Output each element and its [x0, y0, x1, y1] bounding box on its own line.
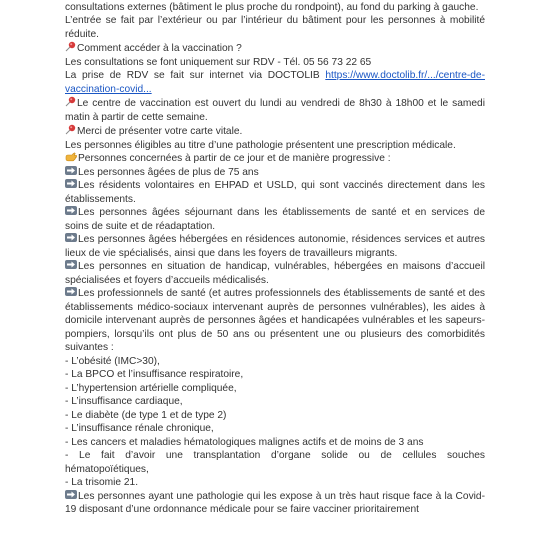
location-text: consultations externes (bâtiment le plus proche du rondpoint), au fond du parking à gauche.	[65, 1, 479, 13]
arrow-icon	[65, 166, 77, 175]
entry-text: L’entrée se fait par l’extérieur ou par l’intérieur du bâtiment pour les personnes à mobilité réduite.	[65, 15, 485, 40]
arrow-icon	[65, 179, 77, 188]
vitale-paragraph: Merci de présenter votre carte vitale.	[65, 124, 485, 139]
pointing-hand-icon	[65, 152, 77, 162]
high-risk-paragraph: Les personnes ayant une pathologie qui les expose à un très haut risque face à la Covid-19 disposant d’une ordonnance médicale pour se faire vacciner prioritairement	[65, 490, 485, 515]
rdv-text: Les consultations se font uniquement sur RDV - Tél. 05 56 73 22 65	[65, 56, 372, 68]
list-item: Les personnes âgées de plus de 75 ans	[65, 166, 485, 180]
pushpin-icon	[65, 96, 76, 107]
doctolib-link[interactable]: https://www.doctolib.fr/.../centre-de-vaccination-covid...	[65, 70, 485, 95]
doctolib-paragraph	[65, 69, 485, 96]
location-paragraph	[65, 0, 485, 14]
comorbidity-list	[65, 355, 485, 490]
comorbidity-item: - L’insuffisance rénale chronique,	[65, 423, 214, 434]
comorbidity-item: - La trisomie 21.	[65, 477, 139, 488]
arrow-icon	[65, 287, 77, 296]
comorbidity-item: - Le fait d’avoir une transplantation d’organe solide ou de cellules souches hématopoïétiques,	[65, 450, 485, 475]
list-item: Les professionnels de santé (et autres professionnels des établissements de santé et des établissements médico-sociaux intervenant auprès de personnes vulnérables), les aides à domicile intervenant auprès de personnes âgées et handicapées vulnérables et les sapeurs-pompiers, lorsqu’ils ont plus de 50 ans ou présentent une ou plusieurs des comorbidités suivantes :	[65, 288, 485, 353]
doctolib-prefix: La prise de RDV se fait sur internet via DOCTOLIB	[65, 70, 326, 81]
arrow-icon	[65, 206, 77, 215]
list-item: Les personnes âgées séjournant dans les établissements de santé et en services de soins de suite et de réadaptation.	[65, 207, 485, 232]
list-item: Les résidents volontaires en EHPAD et USLD, qui sont vaccinés directement dans les établissements.	[65, 180, 485, 205]
list-item: Les personnes en situation de handicap, vulnérables, hébergées en maisons d’accueil spécialisées et foyers d’accueils médicalisés.	[65, 261, 485, 286]
comorbidity-item: - La BPCO et l’insuffisance respiratoire,	[65, 369, 244, 380]
list-item: Les personnes âgées hébergées en résidences autonomie, résidences services et autres lieux de vie spécialisés, ainsi que dans les foyers de travailleurs migrants.	[65, 234, 485, 259]
comorbidity-item: - Les cancers et maladies hématologiques malignes actifs et de moins de 3 ans	[65, 436, 424, 448]
eligible-text: Les personnes éligibles au titre d’une pathologie présentent une prescription médicale.	[65, 139, 456, 151]
arrow-icon	[65, 233, 77, 242]
document-body	[65, 0, 485, 517]
pushpin-icon	[65, 124, 76, 135]
arrow-icon	[65, 490, 77, 499]
pushpin-icon	[65, 41, 76, 52]
comorbidity-item: - L’obésité (IMC>30),	[65, 355, 160, 367]
hours-paragraph: Le centre de vaccination est ouvert du lundi au vendredi de 8h30 à 18h00 et le samedi matin à partir de cette semaine.	[65, 98, 485, 123]
comorbidity-item: - L’insuffisance cardiaque,	[65, 396, 183, 407]
concerned-list	[65, 166, 485, 355]
arrow-icon	[65, 260, 77, 269]
comorbidity-item: - L’hypertension artérielle compliquée,	[65, 382, 237, 394]
comorbidity-item: - Le diabète (de type 1 et de type 2)	[65, 409, 227, 421]
access-heading: Comment accéder à la vaccination ?	[65, 41, 485, 56]
concerned-heading: Personnes concernées à partir de ce jour et de manière progressive :	[65, 152, 485, 166]
